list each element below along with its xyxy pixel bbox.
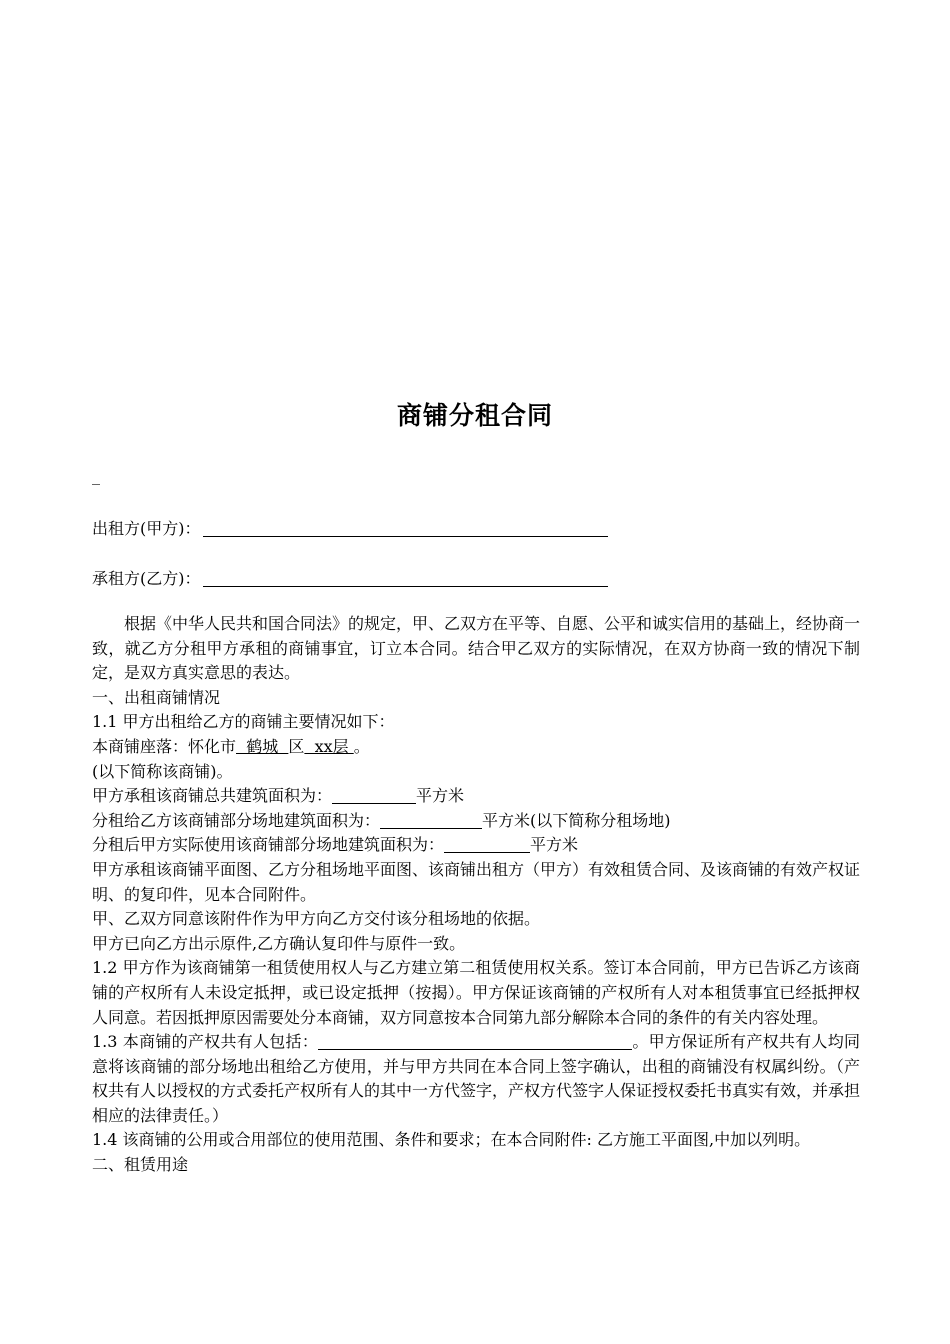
lessee-blank (203, 568, 608, 587)
lessor-label: 出租方(甲方)： (92, 519, 201, 538)
floor-value: xx层 (304, 736, 354, 756)
lessee-row (92, 566, 608, 589)
area-total-line: 甲方承租该商铺总共建筑面积为： 平方米 (92, 786, 465, 806)
lessor-row (92, 516, 608, 539)
area-after-line: 分租后甲方实际使用该商铺部分场地建筑面积为： 平方米 (92, 835, 579, 855)
attachments-para: 甲方承租该商铺平面图、乙方分租场地平面图、该商铺出租方（甲方）有效租赁合同、及该商铺的有效产权证明、的复印件，见本合同附件。 (92, 859, 861, 904)
area-total-blank (332, 786, 416, 804)
lessor-blank (203, 518, 608, 537)
preamble: 根据《中华人民共和国合同法》的规定，甲、乙双方在平等、自愿、公平和诚实信用的基础上，经协商一致，就乙方分租甲方承租的商铺事宜，订立本合同。结合甲乙双方的实际情况，在双方协商一致的情况下制定，是双方真实意思的表达。 (92, 614, 861, 683)
lessee-label: 承租方(乙方)： (92, 569, 201, 588)
shown-original: 甲方已向乙方出示原件,乙方确认复印件与原件一致。 (92, 933, 466, 953)
clause-1-1: 1.1 甲方出租给乙方的商铺主要情况如下： (92, 712, 395, 732)
agree-basis: 甲、乙双方同意该附件作为甲方向乙方交付该分租场地的依据。 (92, 909, 541, 929)
short-name: (以下简称该商铺)。 (92, 761, 233, 781)
co-owners-blank (318, 1032, 632, 1050)
district-value: 鹤城 (236, 736, 289, 756)
area-sub-blank (380, 811, 482, 829)
contract-body (92, 612, 860, 1178)
area-after-blank (444, 835, 530, 853)
section2-title: 二、租赁用途 (92, 1155, 189, 1175)
clause-1-2: 1.2 甲方作为该商铺第一租赁使用权人与乙方建立第二租赁使用权关系。签订本合同前，甲方已告诉乙方该商铺的产权所有人未设定抵押，或已设定抵押（按揭）。甲方保证该商铺的产权所有人对本租赁事宜已经抵押权人同意。若因抵押原因需要处分本商铺，双方同意按本合同第九部分解除本合同的条件的有关内容处理。 (92, 958, 860, 1027)
page-title: 商铺分租合同 (396, 401, 553, 430)
location-line: 本商铺座落：怀化市 鹤城 区 xx层 。 (92, 736, 370, 756)
clause-1-3: 1.3 本商铺的产权共有人包括： 。甲方保证所有产权共有人均同意将该商铺的部分场地出租给乙方使用，并与甲方共同在本合同上签字确认，出租的商铺没有权属纠纷。（产权共有人以授权的方式委托产权所有人的其中一方代签字，产权方代签字人保证授权委托书真实有效，并承担相应的法律责任。） (92, 1032, 861, 1125)
clause-1-4: 1.4 该商铺的公用或合用部位的使用范围、条件和要求；在本合同附件: 乙方施工平面图,中加以列明。 (92, 1130, 811, 1150)
area-sub-line: 分租给乙方该商铺部分场地建筑面积为： 平方米(以下简称分租场地) (92, 810, 671, 830)
title-dash: _ (92, 466, 100, 485)
section1-title: 一、出租商铺情况 (92, 687, 221, 707)
